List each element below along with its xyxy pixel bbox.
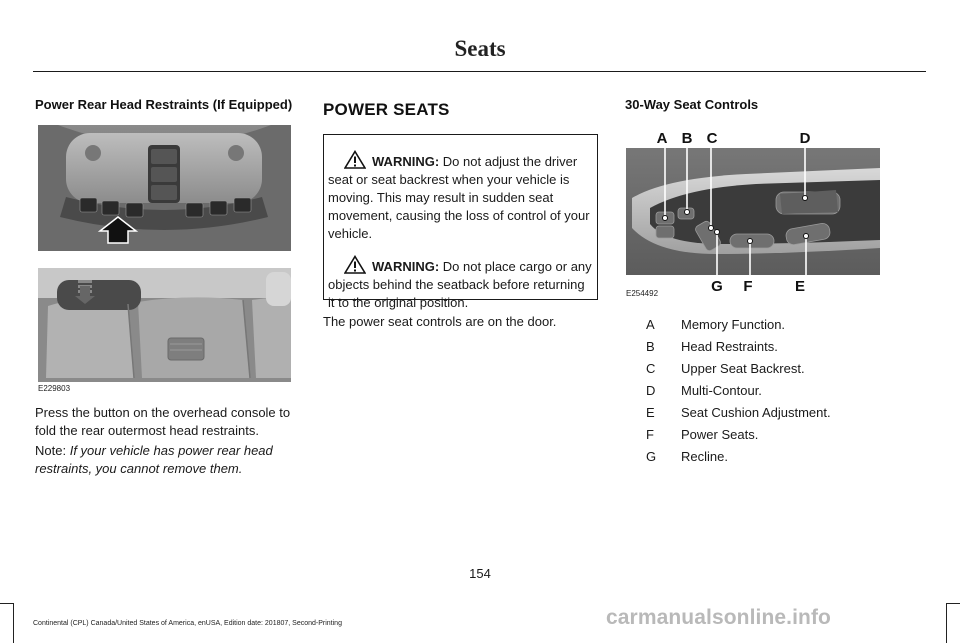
seat-controls-heading: 30-Way Seat Controls (625, 97, 759, 112)
seat-controls-diagram (626, 128, 880, 294)
header-divider (33, 71, 926, 72)
warning-2-text: Do not place cargo or any objects behind the seatback before returning it to the original position. (328, 259, 592, 310)
warning-2-label: WARNING: (372, 259, 440, 274)
power-seats-heading: POWER SEATS (323, 100, 450, 119)
footer-corner-right (946, 603, 960, 643)
legend-row: C Upper Seat Backrest. (646, 361, 805, 376)
warning-box (323, 134, 598, 310)
restraints-instructions: Press the button on the overhead console to fold the rear outermost head restraints. (35, 405, 291, 438)
page-number: 154 (469, 566, 491, 581)
callout-c: C (706, 130, 718, 147)
legend-row: F Power Seats. (646, 427, 759, 442)
warning-triangle-icon (344, 255, 366, 274)
controls-location-text: The power seat controls are on the door. (323, 314, 557, 329)
callout-e: E (794, 278, 806, 294)
page-header-title: Seats (454, 36, 506, 61)
edition-info: Continental (CPL) Canada/United States of America, enUSA, Edition date: 201807, Second-Printing (33, 620, 342, 627)
overhead-console-photo (38, 125, 291, 251)
legend-row: B Head Restraints. (646, 339, 778, 354)
warning-triangle-icon (344, 150, 366, 169)
note-label: Note: (35, 443, 67, 458)
legend-row: G Recline. (646, 449, 728, 464)
callout-a: A (656, 130, 668, 147)
watermark: carmanualsonline.info (606, 606, 831, 629)
legend-row: E Seat Cushion Adjustment. (646, 405, 831, 420)
footer-corner-left (0, 603, 14, 643)
note-text: If your vehicle has power rear head restraints, you cannot remove them. (35, 443, 273, 476)
callout-g: G (711, 278, 723, 294)
rear-head-restraints-heading: Power Rear Head Restraints (If Equipped) (35, 97, 293, 112)
legend-row: D Multi-Contour. (646, 383, 762, 398)
warning-2 (328, 255, 593, 312)
image-code: E229803 (38, 384, 71, 393)
warning-1 (328, 150, 593, 243)
restraints-note (35, 442, 303, 478)
callout-f: F (743, 278, 753, 294)
image-code: E254492 (626, 289, 659, 298)
legend-row: A Memory Function. (646, 317, 786, 332)
callout-b: B (681, 130, 693, 147)
callout-d: D (799, 130, 811, 147)
warning-1-text: Do not adjust the driver seat or seat backrest when your vehicle is moving. This may result in sudden seat movement, causing the loss of control of your vehicle. (328, 154, 590, 241)
warning-1-label: WARNING: (372, 154, 440, 169)
rear-seats-photo (38, 268, 291, 382)
